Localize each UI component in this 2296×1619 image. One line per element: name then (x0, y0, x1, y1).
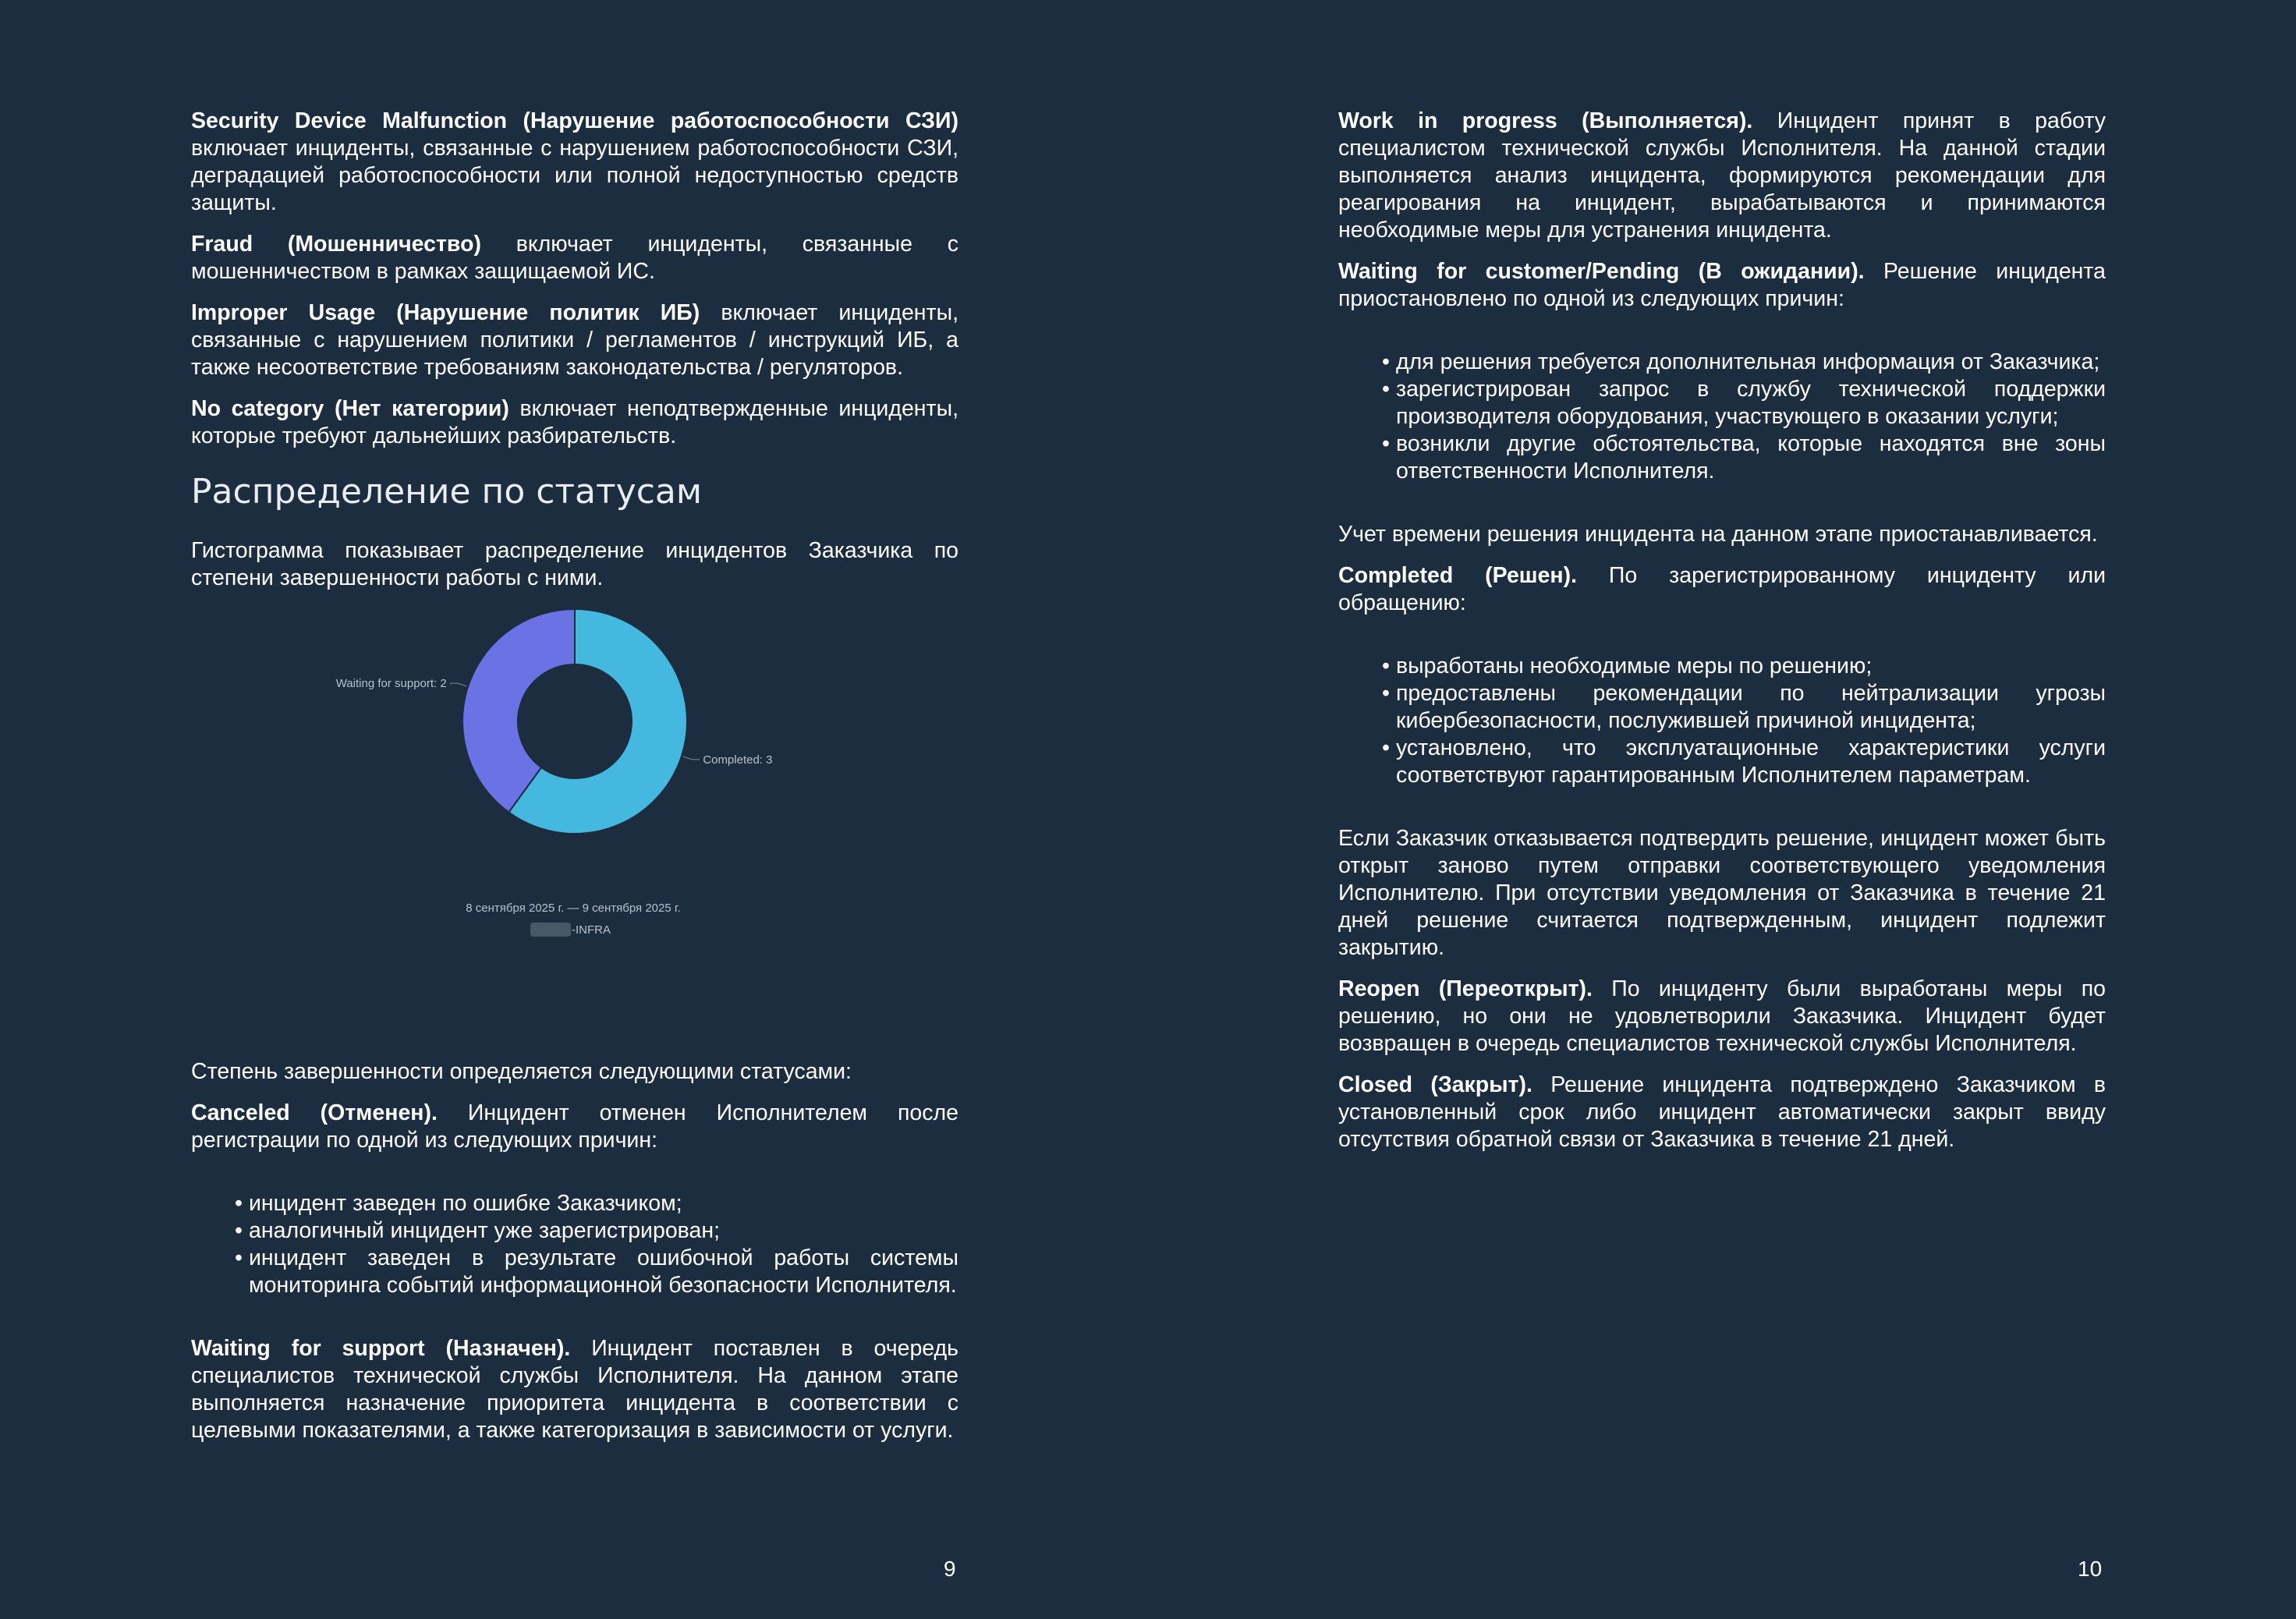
paragraph-security-device-malfunction (191, 108, 958, 217)
term-no-category: No category (Нет категории) (191, 396, 509, 421)
list-item: • выработаны необходимые меры по решению; (1382, 653, 2106, 680)
page-number: 9 (944, 1557, 956, 1581)
page-number: 10 (2078, 1557, 2103, 1581)
label-leader-line (450, 683, 466, 686)
section-heading-status-distribution: Распределение по статусам (191, 472, 703, 512)
paragraph-work-in-progress (1338, 108, 2106, 244)
list-item: • аналогичный инцидент уже зарегистрирован; (235, 1217, 958, 1245)
list-item: • инцидент заведен в результате ошибочной работы системы мониторинга событий информационной безопасности Исполнителя. (235, 1245, 958, 1299)
term-reopen: Reopen (Переоткрыт). (1338, 976, 1593, 1001)
status-donut-chart (191, 606, 958, 1043)
definition-text: включает неподтвержденные инциденты, которые требуют дальнейших разбирательств. (191, 396, 958, 448)
list-item: • для решения требуется дополнительная информация от Заказчика; (1382, 349, 2106, 376)
term-security-device-malfunction: Security Device Malfunction (Нарушение работоспособности СЗИ) (191, 108, 958, 133)
paragraph-fraud (191, 231, 958, 285)
donut-chart-svg (191, 606, 958, 1043)
definition-text: Решение инцидента подтверждено Заказчиком в установленный срок либо инцидент автоматически закрыт ввиду отсутствия обратной связи от Заказчика в течение 21 дней. (1338, 1072, 2106, 1152)
list-item: • установлено, что эксплуатационные характеристики услуги соответствуют гарантированным Исполнителем параметрам. (1382, 735, 2106, 789)
pending-note: Учет времени решения инцидента на данном этапе приостанавливается. (1338, 522, 2098, 547)
donut-slice-label: Waiting for support: 2 (335, 677, 447, 691)
chart-caption-dates: 8 сентября 2025 г. — 9 сентября 2025 г. (466, 902, 681, 915)
paragraph-pending (1338, 258, 2106, 313)
term-canceled: Canceled (Отменен). (191, 1100, 438, 1125)
paragraph-closed (1338, 1072, 2106, 1153)
canceled-reasons-list (191, 1190, 958, 1299)
redacted-org-blur (530, 923, 571, 937)
pending-reasons-list (1338, 349, 2106, 485)
term-fraud: Fraud (Мошенничество) (191, 232, 481, 257)
donut-slice-label: Completed: 3 (703, 753, 773, 767)
page-9-content (191, 108, 958, 1458)
chart-intro-text: Гистограмма показывает распределение инцидентов Заказчика по степени завершенности работы с ними. (191, 538, 958, 590)
definition-text: По инциденту были выработаны меры по решению, но они не удовлетворили Заказчика. Инцидент будет возвращен в очередь специалистов технической службы Исполнителя. (1338, 976, 2106, 1056)
term-improper-usage: Improper Usage (Нарушение политик ИБ) (191, 300, 700, 325)
page-10 (1148, 0, 2296, 1619)
term-pending: Waiting for customer/Pending (В ожидании). (1338, 259, 1865, 284)
chart-caption-org: -INFRA (572, 923, 611, 937)
list-item: • предоставлены рекомендации по нейтрализации угрозы кибербезопасности, послужившей причиной инцидента; (1382, 680, 2106, 735)
list-item: • зарегистрирован запрос в службу технической поддержки производителя оборудования, участвующего в оказании услуги; (1382, 376, 2106, 430)
list-item: • инцидент заведен по ошибке Заказчиком; (235, 1190, 958, 1217)
completed-criteria-list (1338, 653, 2106, 789)
term-waiting-for-support: Waiting for support (Назначен). (191, 1336, 571, 1361)
definition-text: Инцидент принят в работу специалистом технической службы Исполнителя. На данной стадии выполняется анализ инцидента, формируются рекомендации для реагирования на инцидент, вырабатываются и принимаются необходимые меры для устранения инцидента. (1338, 108, 2106, 243)
definition-text: включает инциденты, связанные с мошенничеством в рамках защищаемой ИС. (191, 232, 958, 284)
term-completed: Completed (Решен). (1338, 563, 1578, 588)
list-item: • возникли другие обстоятельства, которые находятся вне зоны ответственности Исполнителя. (1382, 430, 2106, 485)
paragraph-canceled (191, 1100, 958, 1154)
definition-text: включает инциденты, связанные с нарушением работоспособности СЗИ, деградацией работоспособности или полной недоступностью средств защиты. (191, 136, 958, 215)
paragraph-completed (1338, 562, 2106, 617)
status-intro-text: Степень завершенности определяется следующими статусами: (191, 1059, 852, 1084)
definition-text: включает инциденты, связанные с нарушением политики / регламентов / инструкций ИБ, а также несоответствие требованиям законодательства / регуляторов. (191, 300, 958, 380)
paragraph-no-category (191, 395, 958, 450)
term-closed: Closed (Закрыт). (1338, 1072, 1532, 1097)
label-leader-line (683, 756, 700, 760)
term-work-in-progress: Work in progress (Выполняется). (1338, 108, 1753, 133)
paragraph-reopen (1338, 976, 2106, 1057)
definition-text: По зарегистрированному инциденту или обращению: (1338, 563, 2106, 615)
definition-text: Инцидент отменен Исполнителем после регистрации по одной из следующих причин: (191, 1100, 959, 1153)
paragraph-improper-usage (191, 299, 958, 381)
completed-note: Если Заказчик отказывается подтвердить решение, инцидент может быть открыт заново путем отправки соответствующего уведомления Исполнителю. При отсутствии уведомления от Заказчика в течение 21 дней решение считается подтвержденным, инцидент подлежит закрытию. (1338, 826, 2106, 960)
page-10-content (1338, 108, 2106, 1167)
definition-text: Решение инцидента приостановлено по одной из следующих причин: (1338, 259, 2106, 311)
definition-text: Инцидент поставлен в очередь специалистов технической службы Исполнителя. На данном этапе выполняется назначение приоритета инцидента в соответствии с целевыми показателями, а также категоризация в зависимости от услуги. (191, 1336, 958, 1443)
paragraph-waiting-for-support (191, 1335, 958, 1444)
